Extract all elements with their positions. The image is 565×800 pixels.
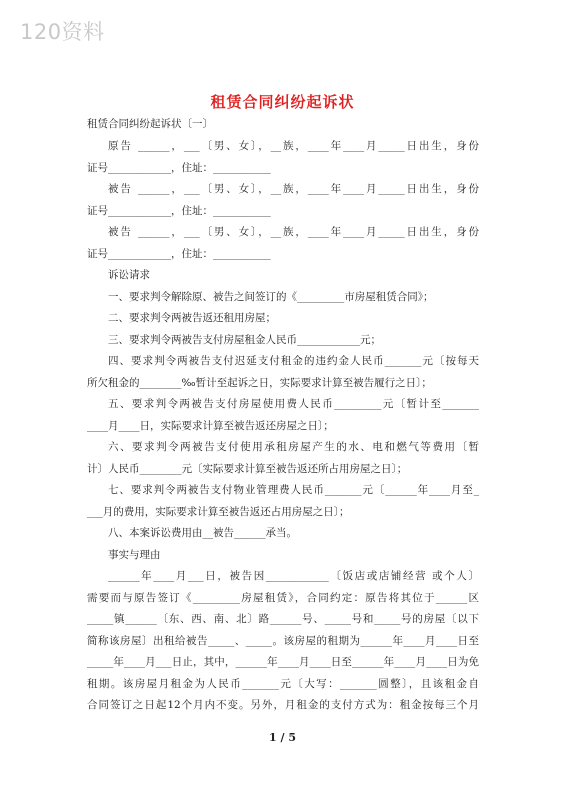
facts-line-5: _____年____月___日止，其中，______年____月____日至______年____月____日为免 bbox=[87, 656, 479, 668]
claim-3-line: 三、要求判令两被告支付房屋租金人民币____________元； bbox=[108, 334, 381, 346]
section-heading-facts: 事实与理由 bbox=[108, 549, 161, 561]
defendant-1-id-line: 证号____________，住址：___________ bbox=[87, 205, 271, 217]
facts-line-3: _____镇______〔东、西、南、北〕路______号、_____号和_____号的房屋〔以下 bbox=[87, 613, 479, 625]
defendant-2-line: 被告 ______，___〔男、女〕，__族，____年____月_____日出生，身份 bbox=[108, 226, 479, 238]
subtitle-line: 租赁合同纠纷起诉状〔一〕 bbox=[87, 118, 213, 130]
claim-1-line: 一、要求判令解除原、被告之间签订的《_________市房屋租赁合同》； bbox=[108, 291, 434, 303]
facts-line-4: 简称该房屋〕出租给被告_____、_____。该房屋的租期为______年____月____日至 bbox=[87, 635, 479, 647]
claim-7-continued-line: ___月的费用，实际要求计算至被告返还占用房屋之日〕； bbox=[87, 506, 350, 518]
facts-line-2: 需要而与原告签订《_________房屋租赁》，合同约定：原告将其位于______区 bbox=[87, 592, 479, 604]
plaintiff-line: 原告 ______，___〔男、女〕，__族，____年____月_____日出生，身份 bbox=[108, 140, 479, 152]
defendant-1-line: 被告 ______，___〔男、女〕，__族，____年____月_____日出生，身份 bbox=[108, 183, 479, 195]
claim-6-continued-line: 计〕人民币________元〔实际要求计算至被告返还所占用房屋之日〕； bbox=[87, 463, 408, 475]
claim-5-continued-line: ____月____日，实际要求计算至被告返还房屋之日〕； bbox=[87, 420, 334, 432]
claim-8-line: 八、本案诉讼费用由__被告______承当。 bbox=[108, 527, 297, 539]
facts-line-1: ______年____月___日，被告因____________〔饭店或店铺经营 或个人〕 bbox=[108, 570, 479, 582]
claim-7-line: 七、要求判令两被告支付物业管理费人民币_______元〔______年____月至_ bbox=[108, 484, 479, 496]
document-title: 租赁合同纠纷起诉状 bbox=[210, 93, 355, 111]
facts-line-6: 租期。该房屋月租金为人民币_______元〔大写：_______圆整〕，且该租金自 bbox=[87, 678, 479, 690]
facts-line-7: 合同签订之日起12个月内不变。另外，月租金的支付方式为：租金按每三个月 bbox=[87, 699, 479, 711]
claim-5-line: 五、要求判令两被告支付房屋使用费人民币_________元〔暂计至_______ bbox=[108, 398, 479, 410]
claim-4-continued-line: 所欠租金的________‰暂计至起诉之日，实际要求计算至被告履行之日〕； bbox=[87, 377, 432, 389]
watermark-logo: 120资料 bbox=[20, 20, 105, 44]
page-number: 1 / 5 bbox=[269, 731, 296, 744]
claim-6-line: 六、要求判令两被告支付使用承租房屋产生的水、电和燃气等费用〔暂 bbox=[108, 441, 479, 453]
claim-2-line: 二、要求判令两被告返还租用房屋； bbox=[108, 312, 276, 324]
section-heading-claims: 诉讼请求 bbox=[108, 269, 150, 281]
plaintiff-id-line: 证号____________，住址：___________ bbox=[87, 162, 271, 174]
defendant-2-id-line: 证号____________，住址：___________ bbox=[87, 248, 271, 260]
claim-4-line: 四、要求判令两被告支付迟延支付租金的违约金人民币_______元〔按每天 bbox=[108, 355, 479, 367]
